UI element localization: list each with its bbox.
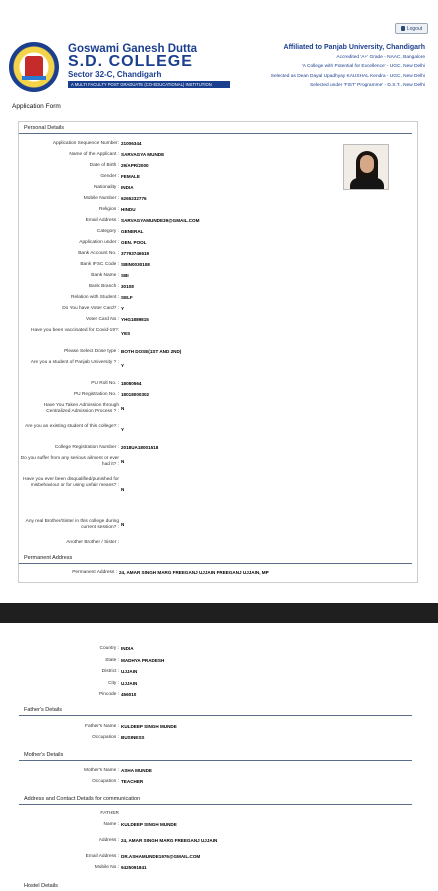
field-value: YES bbox=[121, 331, 131, 337]
field-label: Category : bbox=[96, 229, 119, 234]
field-row bbox=[19, 360, 124, 370]
applicant-photo bbox=[343, 144, 389, 190]
section-divider bbox=[19, 563, 412, 564]
field-label: Name : bbox=[103, 822, 119, 827]
field-value: 456010 bbox=[121, 692, 137, 697]
field-row bbox=[19, 306, 124, 312]
field-row bbox=[19, 328, 130, 338]
field-value: 37793746519 bbox=[121, 251, 150, 256]
section-personal-details: Personal Details bbox=[24, 124, 65, 131]
field-value: 29/APR/2000 bbox=[121, 163, 149, 168]
field-row bbox=[19, 854, 200, 860]
affiliation-line: Affiliated to Panjab University, Chandigarh bbox=[283, 44, 425, 51]
field-row bbox=[19, 658, 164, 664]
field-row bbox=[19, 403, 124, 416]
field-row bbox=[19, 152, 164, 158]
field-row bbox=[19, 196, 147, 202]
field-value: GENERAL bbox=[121, 229, 144, 234]
field-value: 24, AMAR SINGH MARG FREEGANJ UJJAIN bbox=[121, 838, 218, 843]
section-hostel-details: Hostel Details bbox=[24, 882, 58, 889]
field-row bbox=[19, 646, 134, 652]
field-label: Name of the Applicant : bbox=[69, 152, 119, 157]
field-value: N bbox=[121, 522, 125, 528]
field-label: Country : bbox=[99, 646, 119, 651]
section-divider bbox=[19, 133, 412, 134]
field-label: Any real Brother/Sister in this college during current session? : bbox=[25, 519, 119, 531]
field-row bbox=[19, 669, 137, 675]
lock-icon bbox=[401, 26, 405, 31]
field-label: Date of Birth : bbox=[89, 163, 119, 168]
field-label: Application Sequence Number: bbox=[52, 141, 119, 146]
field-label: Have you been vaccinated for Covid-19?: bbox=[31, 328, 119, 333]
page-title: Application Form bbox=[12, 103, 61, 110]
field-row bbox=[19, 174, 140, 180]
affiliation-line: Selected as Dean Dayal Upadhyay KAUSHAL Kendra - UGC, New Delhi bbox=[270, 74, 425, 79]
field-label: Permanent Address : bbox=[72, 570, 117, 575]
field-row bbox=[19, 865, 147, 871]
field-row bbox=[19, 540, 121, 546]
field-value: SARVAGYAMUNDE39@GMAIL.COM bbox=[121, 218, 200, 223]
field-label: Mother's Name : bbox=[83, 768, 119, 773]
section-divider bbox=[19, 804, 412, 805]
field-label: Occupation : bbox=[92, 779, 119, 784]
field-value: ASHA MUNDE bbox=[121, 768, 152, 773]
field-label: Voter Card No : bbox=[85, 317, 119, 322]
field-row bbox=[19, 185, 134, 191]
field-label: Pincode : bbox=[98, 692, 119, 697]
field-row bbox=[19, 349, 181, 355]
field-row bbox=[19, 317, 149, 323]
field-label: Bank Branch : bbox=[88, 284, 119, 289]
field-value: 24, AMAR SINGH MARG FREEGANJ UJJAIN FREEGANJ UJJAIN, MP bbox=[119, 570, 269, 575]
field-row bbox=[19, 240, 147, 246]
field-label: Bank Account No. : bbox=[78, 251, 119, 256]
field-value: 21006344 bbox=[121, 141, 142, 146]
field-label: Do you suffer from any serious ailment or ever had it? : bbox=[20, 456, 119, 468]
field-row bbox=[19, 141, 141, 147]
photo-body bbox=[350, 178, 384, 190]
contact-heading: FATHER bbox=[100, 811, 119, 816]
field-label: District : bbox=[101, 669, 119, 674]
page-separator bbox=[0, 603, 438, 623]
field-label: Are you a student of Panjab University ? : bbox=[30, 360, 119, 365]
field-row bbox=[19, 284, 134, 290]
field-row bbox=[19, 295, 133, 301]
field-value: INDIA bbox=[121, 646, 134, 651]
field-label: College Registration Number : bbox=[54, 445, 119, 450]
field-row bbox=[19, 163, 149, 169]
affiliation-line: 'A College with Potential for Excellence' - UGC, New Delhi bbox=[301, 64, 425, 69]
affiliation-line: Selected under 'FIST' Programme' - D.S.T., New Delhi bbox=[310, 83, 425, 88]
field-label: Mobile Number : bbox=[83, 196, 119, 201]
field-value: N bbox=[121, 459, 125, 465]
field-row bbox=[19, 681, 137, 687]
field-label: Father's Name : bbox=[85, 724, 119, 729]
field-row bbox=[19, 207, 136, 213]
field-row bbox=[19, 381, 141, 387]
field-value: FEMALE bbox=[121, 174, 140, 179]
field-label: State : bbox=[105, 657, 119, 663]
logout-button[interactable] bbox=[395, 23, 428, 34]
logo-wave bbox=[22, 76, 46, 80]
field-value: DR.ASHAMUNDE1976@GMAIL.COM bbox=[121, 854, 201, 859]
field-value: 6265232776 bbox=[121, 196, 147, 201]
field-value: KULDEEP SINGH MUNDE bbox=[121, 724, 177, 729]
field-label: Have you ever been disqualified/punished for misbehaviour or for using unfair means? : bbox=[22, 477, 119, 489]
field-label: Bank Name : bbox=[91, 273, 119, 278]
field-value: HINDU bbox=[121, 207, 136, 212]
college-short-name: S.D. COLLEGE bbox=[68, 53, 193, 70]
section-divider bbox=[19, 715, 412, 716]
field-row bbox=[19, 445, 158, 451]
field-row bbox=[19, 477, 124, 493]
field-label: Application under : bbox=[79, 240, 119, 245]
field-row bbox=[19, 392, 149, 398]
field-label: Email Address : bbox=[85, 854, 119, 859]
field-label: Gender : bbox=[100, 174, 119, 179]
field-value: TEACHER bbox=[121, 779, 144, 784]
field-row bbox=[19, 273, 129, 279]
field-value: YHG1889815 bbox=[121, 317, 149, 322]
field-value: KULDEEP SINGH MUNDE bbox=[121, 822, 177, 827]
field-label: Are you an existing student of this college? : bbox=[25, 424, 119, 429]
field-label: Bank IFSC Code : bbox=[80, 262, 119, 267]
institution-strip: A MULTI FACULTY POST GRADUATE (CO-EDUCATIONAL) INSTITUTION bbox=[68, 81, 230, 88]
field-value: UJJAIN bbox=[121, 680, 138, 686]
field-value: N bbox=[121, 406, 125, 412]
field-label: PU Registration No. : bbox=[73, 392, 119, 397]
field-row bbox=[19, 838, 217, 844]
logout-label: Logout bbox=[406, 25, 423, 32]
field-value: GEN. POOL bbox=[121, 240, 147, 245]
field-row bbox=[19, 768, 152, 774]
field-value: 9425091841 bbox=[121, 865, 147, 870]
field-row bbox=[19, 262, 150, 268]
field-value: Y bbox=[121, 427, 125, 433]
field-row bbox=[19, 251, 149, 257]
field-value: BOTH DOSE(1ST AND 2ND) bbox=[121, 349, 182, 354]
field-value: Y bbox=[121, 363, 125, 369]
field-row bbox=[19, 424, 124, 434]
section-father-details: Father's Details bbox=[24, 706, 63, 713]
section-contact-details: Address and Contact Details for communication bbox=[24, 795, 141, 802]
section-mother-details: Mother's Details bbox=[24, 751, 64, 758]
field-value: 18018000302 bbox=[121, 392, 150, 397]
field-label: Address : bbox=[98, 838, 119, 843]
permanent-address-row bbox=[19, 570, 269, 576]
field-label: Do You have Voter Card? : bbox=[62, 306, 119, 311]
field-value: 18080564 bbox=[121, 381, 142, 386]
college-sector: Sector 32-C, Chandigarh bbox=[68, 70, 162, 79]
field-value: Y bbox=[121, 306, 125, 311]
field-value: N bbox=[121, 486, 125, 492]
section-divider bbox=[19, 760, 412, 761]
form-page-2 bbox=[0, 623, 438, 891]
field-value: SBI bbox=[121, 273, 129, 278]
field-label: City : bbox=[108, 680, 119, 686]
field-label: Another Brother / Sister : bbox=[66, 540, 119, 545]
field-value: MADHYA PRADESH bbox=[121, 657, 165, 663]
field-row bbox=[19, 519, 124, 532]
field-value: BUSINESS bbox=[121, 735, 145, 740]
field-row bbox=[19, 779, 143, 785]
section-permanent-address: Permanent Address bbox=[24, 554, 73, 561]
field-row bbox=[19, 456, 124, 469]
field-value: UJJAIN bbox=[121, 669, 138, 674]
field-label: Please Select Dose type : bbox=[64, 349, 119, 354]
affiliation-line: Accredited 'A+' Grade - NAAC, Bangalore bbox=[336, 55, 425, 60]
field-value: INDIA bbox=[121, 185, 134, 190]
field-label: PU Roll No. : bbox=[91, 381, 119, 386]
field-label: Occupation : bbox=[92, 735, 119, 740]
college-name: Goswami Ganesh Dutta bbox=[68, 43, 198, 55]
logo-emblem bbox=[25, 56, 43, 76]
field-value: SARVAGYA MUNDE bbox=[121, 152, 165, 157]
field-row bbox=[19, 735, 145, 741]
field-row bbox=[19, 692, 136, 698]
field-label: Mobile No : bbox=[94, 865, 119, 870]
college-logo bbox=[9, 42, 59, 92]
field-value: SBIN0030108 bbox=[121, 262, 150, 267]
field-label: Religion : bbox=[99, 207, 119, 212]
field-row bbox=[19, 724, 177, 730]
field-row bbox=[19, 218, 199, 224]
field-value: 2018UA18001518 bbox=[121, 445, 159, 450]
field-label: Relation with Student : bbox=[71, 295, 119, 300]
photo-face bbox=[360, 155, 374, 173]
field-row bbox=[19, 229, 143, 235]
field-value: SELF bbox=[121, 295, 133, 300]
contact-heading-row bbox=[19, 811, 119, 817]
field-row bbox=[19, 822, 177, 828]
field-label: Have You Taken Admission through Centralized Admission Process ? : bbox=[43, 403, 119, 415]
field-value: 30108 bbox=[121, 284, 134, 289]
field-label: Email Address : bbox=[85, 218, 119, 223]
field-label: Nationality : bbox=[93, 185, 119, 190]
